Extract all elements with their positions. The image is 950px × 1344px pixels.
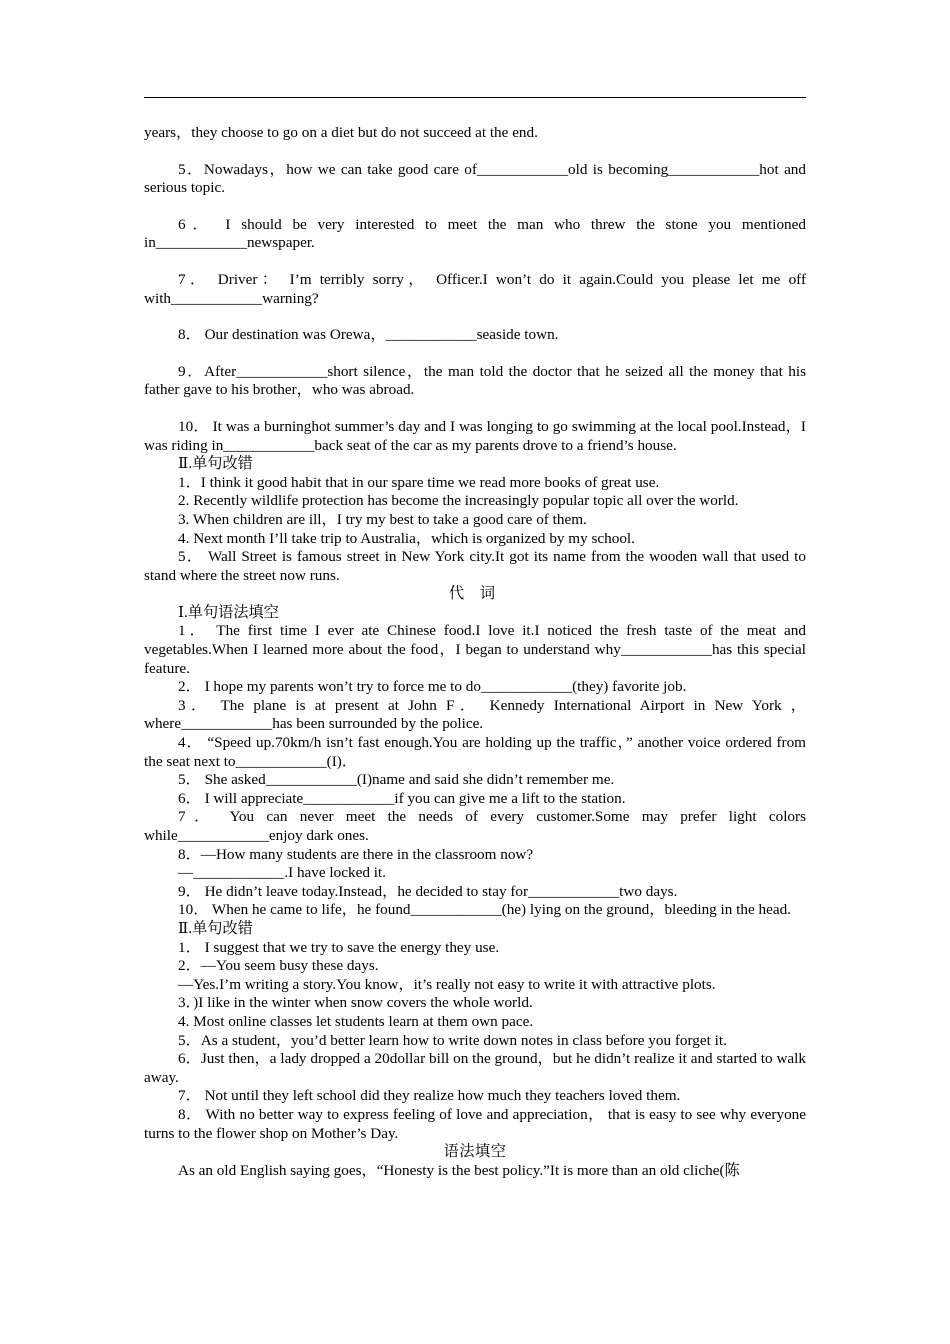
exercise-item: 5．As a student，you’d better learn how to write down notes in class before you forget it. bbox=[178, 1031, 727, 1049]
exercise-item: 4. Most online classes let students learn at them own pace. bbox=[178, 1012, 534, 1030]
document-page bbox=[144, 124, 806, 1180]
exercise-item: 2．—You seem busy these days. bbox=[178, 957, 379, 975]
exercise-item: 6． I should be very interested to meet the man who threw the stone you mentioned in____________newspaper. bbox=[144, 215, 806, 252]
exercise-item: 8．—How many students are there in the classroom now? bbox=[178, 845, 534, 863]
exercise-item: 1．I think it good habit that in our spare time we read more books of great use. bbox=[178, 473, 660, 491]
exercise-item: 3． The plane is at present at John F． Kennedy International Airport in New York ，where____________has been surrounded by the police. bbox=[144, 696, 806, 733]
exercise-item: 2． I hope my parents won’t try to force me to do____________(they) favorite job. bbox=[178, 678, 687, 696]
section-heading: Ⅱ.单句改错 bbox=[178, 919, 253, 937]
exercise-item: 6． I will appreciate____________if you can give me a lift to the station. bbox=[178, 789, 626, 807]
exercise-item: 5． Wall Street is famous street in New York city.It got its name from the wooden wall that used to stand where the street now runs. bbox=[144, 548, 806, 584]
exercise-item: 3. When children are ill，I try my best to take a good care of them. bbox=[178, 510, 587, 528]
passage-text: As an old English saying goes，“Honesty is the best policy.”It is more than an old cliche(陈 bbox=[178, 1161, 740, 1179]
section-title: 代 词 bbox=[448, 585, 502, 603]
exercise-item: 4. Next month I’ll take trip to Australia，which is organized by my school. bbox=[178, 529, 635, 547]
exercise-item: 8． With no better way to express feeling of love and appreciation， that is easy to see why everyone turns to the flower shop on Mother’s Day. bbox=[144, 1105, 806, 1142]
exercise-item: 10． It was a burninghot summer’s day and I was longing to go swimming at the local pool.Instead，I was riding in____________back seat of the car as my parents drove to a friend’s house. bbox=[144, 417, 806, 454]
exercise-item: 10． When he came to life，he found____________(he) lying on the ground，bleeding in the head. bbox=[178, 901, 791, 919]
exercise-item: 1． I suggest that we try to save the energy they use. bbox=[178, 938, 500, 956]
exercise-item: 8． Our destination was Orewa，____________seaside town. bbox=[178, 326, 559, 344]
exercise-item: 5．Nowadays，how we can take good care of____________old is becoming____________hot and serious topic. bbox=[144, 160, 806, 197]
exercise-item: 4． “Speed up.70km/h isn’t fast enough.You are holding up the traffic，” another voice ordered from the seat next to____________(I)． bbox=[144, 734, 806, 770]
section-title: 语法填空 bbox=[443, 1143, 507, 1161]
exercise-item: 7． Not until they left school did they realize how much they teachers loved them. bbox=[178, 1087, 681, 1105]
exercise-item: 3．)I like in the winter when snow covers the whole world. bbox=[178, 994, 533, 1012]
exercise-item: 1． The first time I ever ate Chinese food.I love it.I noticed the fresh taste of the meat and vegetables.When I learned more about the food，I began to understand why____________has this special feature. bbox=[144, 622, 806, 677]
exercise-item: 9． He didn’t leave today.Instead，he decided to stay for____________two days. bbox=[178, 882, 678, 900]
section-heading: Ⅱ.单句改错 bbox=[178, 455, 253, 473]
exercise-item: —Yes.I’m writing a story.You know，it’s really not easy to write it with attractive plots. bbox=[178, 975, 716, 993]
exercise-item: 2. Recently wildlife protection has become the increasingly popular topic all over the world. bbox=[178, 492, 739, 510]
exercise-item: 5． She asked____________(I)name and said she didn’t remember me. bbox=[178, 771, 615, 789]
exercise-item: 9．After____________short silence，the man told the doctor that he seized all the money that his father gave to his brother，who was abroad. bbox=[144, 362, 806, 399]
exercise-item: —____________.I have locked it. bbox=[178, 864, 386, 882]
exercise-item: 6．Just then，a lady dropped a 20dollar bill on the ground，but he didn’t realize it and started to walk away. bbox=[144, 1050, 806, 1086]
section-heading: Ⅰ.单句语法填空 bbox=[178, 603, 279, 621]
exercise-item: 7． Driver： I’m terribly sorry， Officer.I won’t do it again.Could you please let me off with____________warning? bbox=[144, 270, 806, 307]
exercise-item: 7． You can never meet the needs of every customer.Some may prefer light colors while____________enjoy dark ones. bbox=[144, 808, 806, 844]
header-rule bbox=[144, 97, 806, 98]
continuation-text: years，they choose to go on a diet but do not succeed at the end. bbox=[144, 124, 538, 141]
